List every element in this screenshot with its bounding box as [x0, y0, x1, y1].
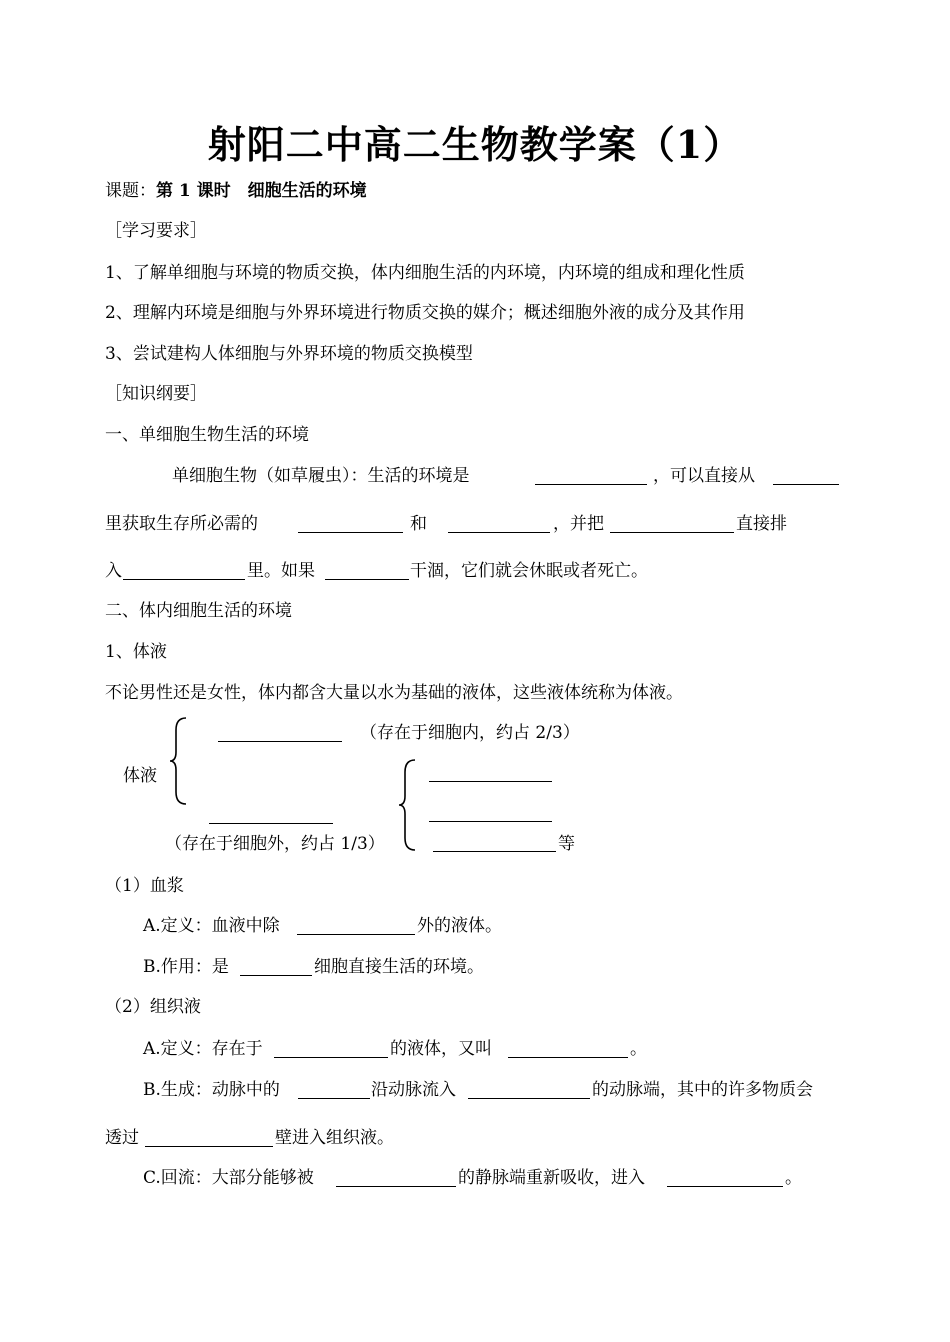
- right-brace: [397, 758, 419, 852]
- requirement-item: 2、理解内环境是细胞与外界环境进行物质交换的媒介；概述细胞外液的成分及其作用: [105, 303, 745, 323]
- blank-line: [274, 1057, 388, 1058]
- requirements-heading: ［学习要求］: [105, 221, 207, 241]
- tissue-text: B.生成：动脉中的: [143, 1080, 280, 1100]
- blank-line: [535, 484, 647, 485]
- diagram-root-label: 体液: [123, 766, 157, 786]
- lesson-line: [105, 180, 367, 202]
- left-brace: [168, 716, 190, 806]
- extracellular-note: （存在于细胞外，约占 1/3）: [165, 834, 385, 854]
- blank-line: [610, 532, 734, 533]
- tissue-text: 的液体，又叫: [390, 1039, 492, 1059]
- blank-line-intracellular: [218, 741, 342, 742]
- sec1-text: ，可以直接从: [653, 466, 755, 486]
- plasma-text: 外的液体。: [417, 916, 502, 936]
- plasma-title: （1）血浆: [105, 876, 184, 896]
- tissue-text: 的动脉端，其中的许多物质会: [592, 1080, 813, 1100]
- sec1-text: 里获取生存所必需的: [105, 514, 258, 534]
- sec1-text: ，并把: [553, 514, 604, 534]
- requirement-item: 3、尝试建构人体细胞与外界环境的物质交换模型: [105, 344, 473, 364]
- tissue-text: 透过: [105, 1128, 139, 1148]
- blank-line-extracellular: [209, 823, 333, 824]
- lesson-label: 课题：: [105, 181, 156, 201]
- plasma-text: B.作用：是: [143, 957, 229, 977]
- tissue-text: A.定义：存在于: [143, 1039, 263, 1059]
- etc-label: 等: [558, 834, 575, 854]
- section-1-title: 一、单细胞生物生活的环境: [105, 425, 309, 445]
- tissue-text: 壁进入组织液。: [275, 1128, 394, 1148]
- blank-line: [123, 579, 245, 580]
- blank-line: [508, 1057, 628, 1058]
- blank-line: [145, 1146, 273, 1147]
- body-fluid-intro: 不论男性还是女性，体内都含大量以水为基础的液体，这些液体统称为体液。: [105, 683, 683, 703]
- blank-line: [667, 1186, 783, 1187]
- tissue-text: 的静脉端重新吸收，进入: [458, 1168, 645, 1188]
- section-2-title: 二、体内细胞生活的环境: [105, 601, 292, 621]
- page-title: 射阳二中高二生物教学案（1）: [207, 122, 743, 167]
- plasma-text: A.定义：血液中除: [143, 916, 280, 936]
- tissue-text: 。: [630, 1039, 647, 1059]
- outline-heading: ［知识纲要］: [105, 384, 207, 404]
- blank-line-extracellular-3: [433, 851, 556, 852]
- sec1-text: 和: [410, 514, 427, 534]
- requirement-item: 1、了解单细胞与环境的物质交换，体内细胞生活的内环境，内环境的组成和理化性质: [105, 263, 745, 283]
- sec1-text: 单细胞生物（如草履虫）：生活的环境是: [172, 466, 470, 486]
- blank-line: [773, 484, 839, 485]
- blank-line: [298, 1098, 370, 1099]
- blank-line: [325, 579, 409, 580]
- blank-line: [240, 975, 312, 976]
- blank-line: [468, 1098, 590, 1099]
- lesson-value: 第 1 课时 细胞生活的环境: [156, 181, 367, 201]
- tissue-text: C.回流：大部分能够被: [143, 1168, 314, 1188]
- blank-line-extracellular-1: [429, 781, 552, 782]
- plasma-text: 细胞直接生活的环境。: [314, 957, 484, 977]
- tissue-text: 沿动脉流入: [371, 1080, 456, 1100]
- blank-line: [297, 934, 415, 935]
- blank-line: [336, 1186, 456, 1187]
- blank-line: [298, 532, 403, 533]
- sec1-text: 直接排: [736, 514, 787, 534]
- sec1-text: 入: [105, 561, 122, 581]
- sec1-text: 里。如果: [247, 561, 315, 581]
- tissue-title: （2）组织液: [105, 997, 201, 1017]
- blank-line-extracellular-2: [429, 821, 552, 822]
- subsection-title: 1、体液: [105, 642, 167, 662]
- sec1-text: 干涸，它们就会休眠或者死亡。: [410, 561, 648, 581]
- intracellular-note: （存在于细胞内，约占 2/3）: [360, 723, 580, 743]
- tissue-text: 。: [785, 1168, 802, 1188]
- blank-line: [448, 532, 550, 533]
